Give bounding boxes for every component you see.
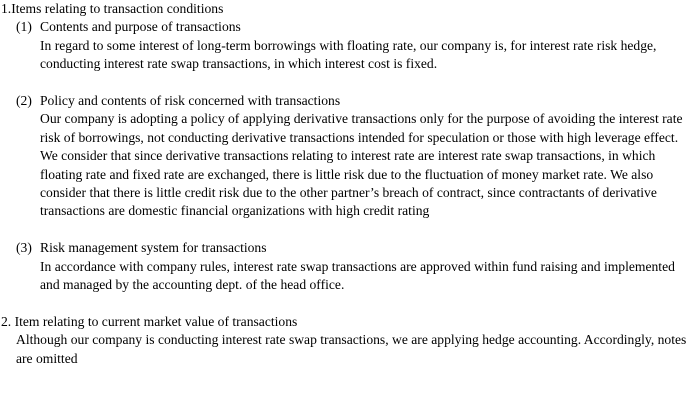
- section-2-paragraph: Although our company is conducting interest rate swap transactions, we are applying hedge accounting. Accordingly, notes are omitted: [16, 332, 687, 366]
- subsection-2-title: [16, 92, 700, 110]
- subsection-3-number: (3): [16, 240, 32, 256]
- subsection-2-paragraph-2: We consider that since derivative transactions relating to interest rate are interest rate swap transactions, in which floating rate and fixed rate are exchanged, there is little risk due to the fluctuation of money market rate. We also consider that there is little credit risk due to the other partner’s breach of contract, since contractants of derivative transactions are domestic financial organizations with high credit rating: [40, 148, 657, 219]
- subsection-1-number: (1): [16, 19, 32, 35]
- subsection-3-title: [16, 239, 700, 257]
- section-1-title: 1.Items relating to transaction conditions: [1, 1, 224, 16]
- subsection-3-heading: Risk management system for transactions: [40, 240, 267, 256]
- subsection-1-title: [16, 18, 700, 36]
- subsection-3-paragraph: In accordance with company rules, interest rate swap transactions are approved within fund raising and implemented and managed by the accounting dept. of the head office.: [40, 258, 675, 293]
- subsection-2-heading: Policy and contents of risk concerned with transactions: [40, 93, 341, 109]
- subsection-1-paragraph: In regard to some interest of long-term borrowings with floating rate, our company is, for interest rate risk hedge, conducting interest rate swap transactions, in which interest cost is fixed.: [40, 37, 657, 72]
- section-2-title: 2. Item relating to current market value of transactions: [1, 313, 298, 329]
- subsection-1-heading: Contents and purpose of transactions: [40, 19, 241, 35]
- spacer: [0, 294, 700, 312]
- spacer: [0, 221, 700, 239]
- spacer: [0, 74, 700, 92]
- subsection-2-number: (2): [16, 93, 32, 109]
- subsection-2-paragraph-1: Our company is adopting a policy of applying derivative transactions only for the purpose of avoiding the interest rate risk of borrowings, not conducting derivative transactions intended for speculation or those with high leverage effect.: [40, 111, 683, 145]
